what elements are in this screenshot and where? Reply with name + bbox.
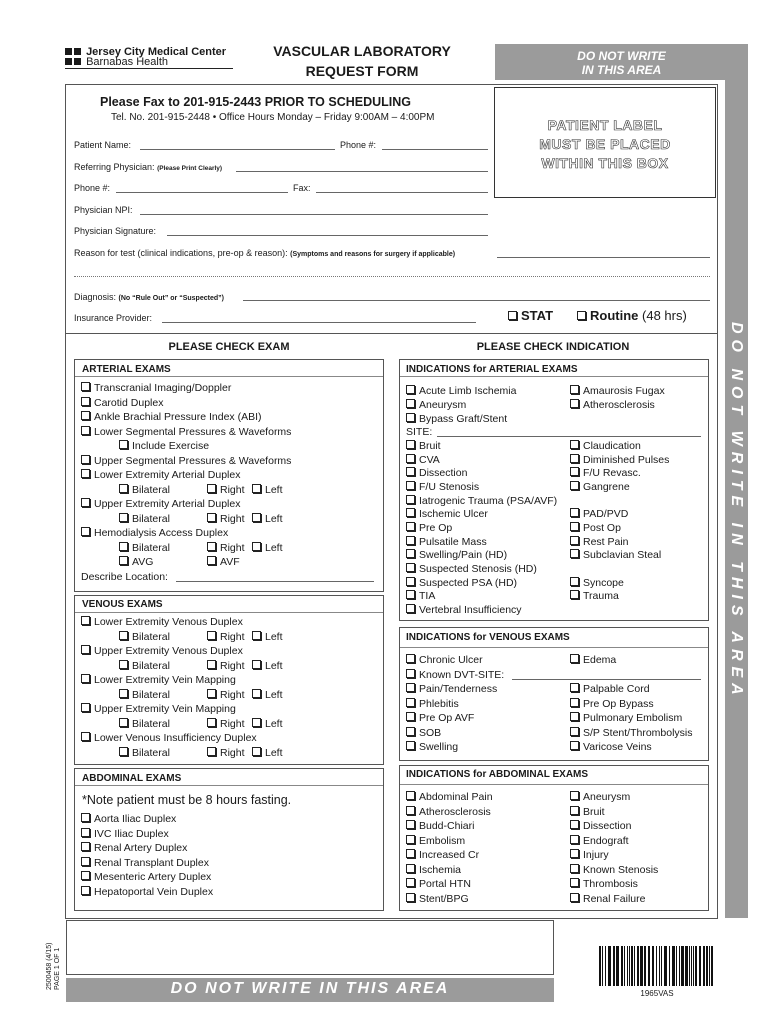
ind-susp-psa[interactable]: Suspected PSA (HD) [406,576,517,591]
exam-upper-venous[interactable]: Upper Extremity Venous Duplex [81,644,243,659]
ind-abd-left-0[interactable]: Abdominal Pain [406,790,493,805]
ind-abd-right-7[interactable]: Renal Failure [570,892,645,907]
ind-abd-right-3[interactable]: Endograft [570,834,629,849]
exam-renal-artery[interactable]: Renal Artery Duplex [81,841,187,856]
ind-rest-pain[interactable]: Rest Pain [570,535,629,550]
exam-hemodialysis[interactable]: Hemodialysis Access Duplex [81,526,228,541]
ind-sob[interactable]: SOB [406,726,441,741]
phone1-label: Phone #: [340,140,377,150]
barcode-bar [685,946,688,986]
section-divider [66,333,717,334]
diagnosis-field[interactable] [243,300,710,301]
barcode-bar [640,946,643,986]
barcode-bar [711,946,713,986]
exam-upper-segmental[interactable]: Upper Segmental Pressures & Waveforms [81,454,291,469]
barcode-bar [627,946,628,986]
describe-location-label: Describe Location: [81,571,168,583]
ind-abdominal-hdr-divider [400,784,708,785]
ind-atherosclerosis[interactable]: Atherosclerosis [570,398,655,413]
ind-abd-left-5[interactable]: Ischemia [406,863,461,878]
lower-ext-arterial-left[interactable]: Left [252,483,283,498]
venous-hdr-divider [75,612,383,613]
lower-mapping-left[interactable]: Left [252,688,283,703]
phone2-field[interactable] [116,192,288,193]
barcode-bar [648,946,650,986]
barcode-bar [679,946,680,986]
routine-checkbox[interactable] [577,311,586,320]
barcode-bar [634,946,635,986]
ind-gangrene[interactable]: Gangrene [570,480,630,495]
exam-ivc-iliac[interactable]: IVC Iliac Duplex [81,827,169,842]
ind-tia[interactable]: TIA [406,589,435,604]
ind-diminished[interactable]: Diminished Pulses [570,453,669,468]
barcode-bar [599,946,601,986]
npi-field[interactable] [140,214,488,215]
npi-label: Physician NPI: [74,205,133,215]
lower-ext-arterial-bilateral[interactable]: Bilateral [119,483,170,498]
barcode-bar [691,946,692,986]
exam-aorta-iliac[interactable]: Aorta Iliac Duplex [81,812,176,827]
ind-bypass[interactable]: Bypass Graft/Stent [406,412,507,427]
barcode-bar [605,946,606,986]
exam-lower-segmental[interactable]: Lower Segmental Pressures & Waveforms [81,425,291,440]
hemodialysis-right[interactable]: Right [207,541,245,556]
form-title-line1: VASCULAR LABORATORY [273,43,451,59]
referring-physician-field[interactable] [236,171,488,172]
arterial-exams-title: ARTERIAL EXAMS [82,364,171,375]
lower-ext-arterial-right[interactable]: Right [207,483,245,498]
form-number: 2500458 (4/15) [46,942,53,990]
fax-tel-line: Tel. No. 201-915-2448 • Office Hours Monday – Friday 9:00AM – 4:00PM [111,112,435,123]
ind-pre-op[interactable]: Pre Op [406,521,452,536]
ind-varicose[interactable]: Varicose Veins [570,740,652,755]
page-number: PAGE 1 OF 1 [54,947,61,990]
exam-mesenteric[interactable]: Mesenteric Artery Duplex [81,870,211,885]
patient-label-box [494,87,716,198]
check-indication-heading: PLEASE CHECK INDICATION [476,341,630,353]
form-number-block [46,943,62,990]
ind-known-dvt[interactable]: Known DVT-SITE: [406,668,504,683]
insurance-label: Insurance Provider: [74,313,153,323]
barcode-bar [624,946,625,986]
signature-field[interactable] [167,235,488,236]
hemodialysis-bilateral[interactable]: Bilateral [119,541,170,556]
exam-carotid[interactable]: Carotid Duplex [81,396,163,411]
exam-lower-venous[interactable]: Lower Extremity Venous Duplex [81,615,243,630]
patient-label-text3: WITHIN THIS BOX [541,155,669,171]
fax-field[interactable] [316,192,488,193]
exam-include-exercise[interactable]: Include Exercise [119,439,209,454]
ind-pad[interactable]: PAD/PVD [570,507,628,522]
exam-upper-ext-arterial[interactable]: Upper Extremity Arterial Duplex [81,497,240,512]
ind-swelling[interactable]: Swelling [406,740,458,755]
stat-checkbox[interactable] [508,311,517,320]
phone1-field[interactable] [382,149,488,150]
exam-transcranial[interactable]: Transcranial Imaging/Doppler [81,381,231,396]
ind-fu-stenosis[interactable]: F/U Stenosis [406,480,479,495]
exam-venous-insufficiency[interactable]: Lower Venous Insufficiency Duplex [81,731,257,746]
check-exam-heading: PLEASE CHECK EXAM [168,341,290,353]
lower-venous-bilateral[interactable]: Bilateral [119,630,170,645]
barcode-bar [608,946,611,986]
patient-name-field[interactable] [140,149,335,150]
barcode-label: 1965VAS [640,989,674,998]
upper-mapping-left[interactable]: Left [252,717,283,732]
exam-renal-transplant[interactable]: Renal Transplant Duplex [81,856,209,871]
venous-exams-title: VENOUS EXAMS [82,599,163,610]
hemodialysis-avf[interactable]: AVF [207,555,240,570]
fasting-note: *Note patient must be 8 hours fasting. [82,793,292,807]
ind-pain-tenderness[interactable]: Pain/Tenderness [406,682,497,697]
ind-venous-title: INDICATIONS for VENOUS EXAMS [406,632,570,643]
ind-swelling-hd[interactable]: Swelling/Pain (HD) [406,548,507,563]
barcode-bar [695,946,697,986]
ind-palpable-cord[interactable]: Palpable Cord [570,682,650,697]
insufficiency-left[interactable]: Left [252,746,283,761]
describe-location-field[interactable] [176,581,374,582]
ind-pulmonary-embolism[interactable]: Pulmonary Embolism [570,711,682,726]
ind-arterial-hdr-divider [400,376,708,377]
upper-venous-bilateral[interactable]: Bilateral [119,659,170,674]
ind-abd-left-1[interactable]: Atherosclerosis [406,805,491,820]
referring-label: Referring Physician: (Please Print Clearly) [74,162,223,172]
do-not-write-side-text: DO NOT WRITE IN THIS AREA [728,322,745,701]
barcode-bar [637,946,639,986]
insufficiency-bilateral[interactable]: Bilateral [119,746,170,761]
referring-note: (Please Print Clearly) [157,165,223,172]
barcode-bar [659,946,660,986]
ind-abd-right-1[interactable]: Bruit [570,805,605,820]
ind-pulsatile[interactable]: Pulsatile Mass [406,535,487,550]
fax-heading: Please Fax to 201-915-2443 PRIOR TO SCHEDULING [100,95,411,109]
ind-abd-left-6[interactable]: Portal HTN [406,877,471,892]
abdominal-hdr-divider [75,785,383,786]
dvt-site-field[interactable] [512,679,701,680]
ind-abd-right-0[interactable]: Aneurysm [570,790,630,805]
barcode-bar [629,946,630,986]
upper-ext-arterial-bilateral[interactable]: Bilateral [119,512,170,527]
ind-amaurosis[interactable]: Amaurosis Fugax [570,384,665,399]
lower-mapping-bilateral[interactable]: Bilateral [119,688,170,703]
insurance-field[interactable] [162,322,476,323]
ind-edema[interactable]: Edema [570,653,616,668]
ind-dissection[interactable]: Dissection [406,466,467,481]
ind-abd-right-4[interactable]: Injury [570,848,609,863]
ind-venous-hdr-divider [400,647,708,648]
ind-acute[interactable]: Acute Limb Ischemia [406,384,516,399]
ind-ischemic-ulcer[interactable]: Ischemic Ulcer [406,507,488,522]
ind-cva[interactable]: CVA [406,453,440,468]
routine-option[interactable]: Routine (48 hrs) [577,308,687,323]
barcode-bar [664,946,667,986]
barcode-bar [699,946,701,986]
ind-chronic-ulcer[interactable]: Chronic Ulcer [406,653,483,668]
ind-site-label: SITE: [406,426,433,438]
barcode-bar [602,946,603,986]
ind-abd-left-7[interactable]: Stent/BPG [406,892,469,907]
ind-syncope[interactable]: Syncope [570,576,624,591]
lower-venous-left[interactable]: Left [252,630,283,645]
hemodialysis-left[interactable]: Left [252,541,283,556]
patient-name-label: Patient Name: [74,140,132,150]
reason-field[interactable] [497,257,710,258]
ind-abdominal-title: INDICATIONS for ABDOMINAL EXAMS [406,769,589,780]
barcode-image [597,946,717,986]
org-logo-line2: Barnabas Health [65,56,168,68]
barcode-bar [656,946,657,986]
ind-site-field[interactable] [437,436,701,437]
ind-vertebral[interactable]: Vertebral Insufficiency [406,603,522,618]
barcode-bar [709,946,710,986]
exam-lower-ext-arterial[interactable]: Lower Extremity Arterial Duplex [81,468,240,483]
barcode-bar [689,946,690,986]
lower-mapping-right[interactable]: Right [207,688,245,703]
reason-label: Reason for test (clinical indications, pre-op & reason): (Symptoms and reasons for surgery if applicable) [74,248,456,258]
lower-venous-right[interactable]: Right [207,630,245,645]
ind-claudication[interactable]: Claudication [570,439,641,454]
ind-subclavian[interactable]: Subclavian Steal [570,548,661,563]
exam-abi[interactable]: Ankle Brachial Pressure Index (ABI) [81,410,262,425]
ind-abd-left-2[interactable]: Budd-Chiari [406,819,474,834]
barcode-bar [706,946,708,986]
ind-abd-right-6[interactable]: Thrombosis [570,877,638,892]
barcode-bar [669,946,670,986]
exam-hepatoportal[interactable]: Hepatoportal Vein Duplex [81,885,213,900]
patient-label-text1: PATIENT LABEL [547,117,663,133]
stat-option[interactable]: STAT [508,308,553,323]
hemodialysis-avg[interactable]: AVG [119,555,153,570]
ind-abd-right-5[interactable]: Known Stenosis [570,863,658,878]
diagnosis-note: (No “Rule Out” or “Suspected”) [118,295,224,302]
barcode-bar [621,946,623,986]
bottom-do-not-write-box [66,920,554,975]
barcode-bar [693,946,694,986]
ind-abd-left-4[interactable]: Increased Cr [406,848,479,863]
upper-venous-left[interactable]: Left [252,659,283,674]
abdominal-exams-title: ABDOMINAL EXAMS [82,773,182,784]
fax-label: Fax: [293,183,311,193]
phone2-label: Phone #: [74,183,111,193]
barcode-bar [644,946,646,986]
ind-preop-avf[interactable]: Pre Op AVF [406,711,474,726]
arterial-hdr-divider [75,376,383,377]
ind-phlebitis[interactable]: Phlebitis [406,697,459,712]
insufficiency-right[interactable]: Right [207,746,245,761]
barcode-bar [616,946,619,986]
ind-bruit[interactable]: Bruit [406,439,441,454]
upper-mapping-right[interactable]: Right [207,717,245,732]
ind-abd-left-3[interactable]: Embolism [406,834,465,849]
upper-ext-arterial-right[interactable]: Right [207,512,245,527]
ind-iatrogenic[interactable]: Iatrogenic Trauma (PSA/AVF) [406,494,557,509]
barcode-bar [672,946,675,986]
bottom-banner-text: DO NOT WRITE IN THIS AREA [170,980,450,997]
barcode-bar [631,946,633,986]
signature-label: Physician Signature: [74,226,157,236]
barcode-bar [681,946,684,986]
upper-mapping-bilateral[interactable]: Bilateral [119,717,170,732]
ind-sp-stent[interactable]: S/P Stent/Thrombolysis [570,726,693,741]
reason-note: (Symptoms and reasons for surgery if applicable) [290,251,456,258]
barcode-bar [676,946,677,986]
barcode-bar [652,946,654,986]
ind-aneurysm[interactable]: Aneurysm [406,398,466,413]
upper-venous-right[interactable]: Right [207,659,245,674]
do-not-write-top-text1: DO NOT WRITE [577,49,666,63]
ind-abd-right-2[interactable]: Dissection [570,819,631,834]
org-logo-line1: Jersey City Medical Center [65,46,226,58]
patient-label-text2: MUST BE PLACED [539,136,671,152]
ind-trauma[interactable]: Trauma [570,589,619,604]
do-not-write-top-text2: IN THIS AREA [581,63,662,77]
barcode-bar [703,946,705,986]
form-title-line2: REQUEST FORM [305,63,419,79]
ind-post-op[interactable]: Post Op [570,521,621,536]
ind-susp-stenosis[interactable]: Suspected Stenosis (HD) [406,562,537,577]
exam-lower-vein-mapping[interactable]: Lower Extremity Vein Mapping [81,673,236,688]
exam-upper-vein-mapping[interactable]: Upper Extremity Vein Mapping [81,702,236,717]
do-not-write-top-box [495,44,748,80]
ind-arterial-title: INDICATIONS for ARTERIAL EXAMS [406,364,578,375]
logo-underline [65,68,233,69]
barcode-bar [661,946,662,986]
ind-fu-revasc[interactable]: F/U Revasc. [570,466,641,481]
diagnosis-label: Diagnosis: (No “Rule Out” or “Suspected”) [74,292,224,302]
barcode-bar [613,946,615,986]
upper-ext-arterial-left[interactable]: Left [252,512,283,527]
reason-field-line2[interactable] [74,276,710,277]
ind-preop-bypass[interactable]: Pre Op Bypass [570,697,654,712]
